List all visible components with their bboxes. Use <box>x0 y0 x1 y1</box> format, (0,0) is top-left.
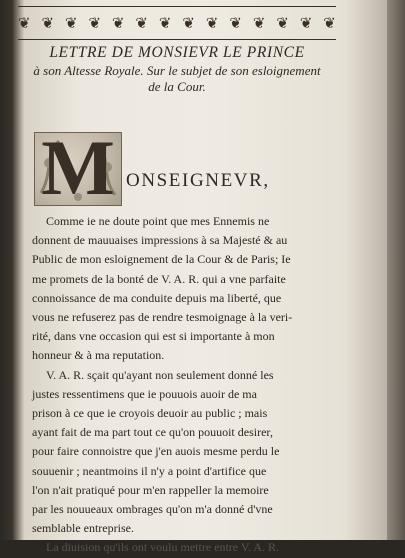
fleuron-icon: ❦ <box>41 13 55 32</box>
text-line: Comme ie ne doute point que mes Ennemis ne <box>46 214 270 228</box>
paragraph <box>32 366 337 539</box>
fleuron-icon: ❦ <box>276 13 289 32</box>
paragraph <box>32 538 337 557</box>
fleuron-icon: ❦ <box>229 13 242 32</box>
fleuron-icon: ❦ <box>252 13 266 32</box>
text-line: donnent de mauuaises impressions à sa Majesté & au <box>32 233 288 248</box>
text-line: rité, dans vne occasion qui est si importante à mon <box>32 329 275 344</box>
text-line: me promets de la bonté de V. A. R. qui a vne parfaite <box>32 271 286 286</box>
text-line: prison à ce que ie croyois deuoir au public ; mais <box>32 406 268 421</box>
text-line: honneur & à ma reputation. <box>32 348 165 363</box>
ornamental-headpiece <box>18 6 336 40</box>
letter-subtitle <box>12 63 342 96</box>
letter-body <box>32 212 337 558</box>
text-line: ayant fait de ma part tout ce qu'on pouuoit desirer, <box>32 425 273 440</box>
subtitle-line: de la Cour. <box>148 79 206 95</box>
decorated-initial <box>34 124 122 211</box>
text-line: vous ne refuserez pas de rendre tesmoignage à la veri- <box>32 310 293 325</box>
text-line: l'on n'ait pratiqué pour m'en rappeller la memoire <box>32 482 269 497</box>
text-line: semblable entreprise. <box>32 521 134 536</box>
fleuron-icon: ❦ <box>182 13 195 32</box>
text-line: justes ressentimens que ie pouuois auoir de ma <box>32 386 257 401</box>
fleuron-icon: ❦ <box>64 13 78 32</box>
book-page <box>12 0 392 555</box>
salutation: ONSEIGNEVR, <box>126 170 270 191</box>
initial-letter: M <box>41 124 115 211</box>
fleuron-icon: ❦ <box>111 13 125 32</box>
fleuron-icon: ❦ <box>88 13 102 32</box>
text-line: Public de mon esloignement de la Cour & de Paris; Ie <box>32 252 291 267</box>
letter-title: LETTRE DE MONSIEVR LE PRINCE <box>49 44 305 61</box>
text-line: souuenir ; neantmoins il n'y a point d'artifice que <box>32 463 267 478</box>
fleuron-icon: ❦ <box>158 13 172 32</box>
text-line: La diuision qu'ils ont voulu mettre entre V. A. R. <box>46 540 280 555</box>
subtitle-line: à son Altesse Royale. Sur le subjet de son esloignement <box>33 63 321 78</box>
text-line: V. A. R. sçait qu'ayant non seulement donné les <box>46 367 274 382</box>
fleuron-icon: ❦ <box>135 13 148 32</box>
text-line: pour faire connoistre que j'en auois mesme perdu le <box>32 444 280 459</box>
text-line: par les nouueaux ombrages qu'on m'a donné d'vne <box>32 502 273 517</box>
fleuron-icon: ❦ <box>18 13 31 32</box>
fleuron-icon: ❦ <box>323 13 336 32</box>
text-line: connoissance de ma conduite depuis ma liberté, que <box>32 290 282 305</box>
fleuron-icon: ❦ <box>299 13 313 32</box>
paragraph <box>32 212 337 366</box>
fleuron-icon: ❦ <box>205 13 219 32</box>
